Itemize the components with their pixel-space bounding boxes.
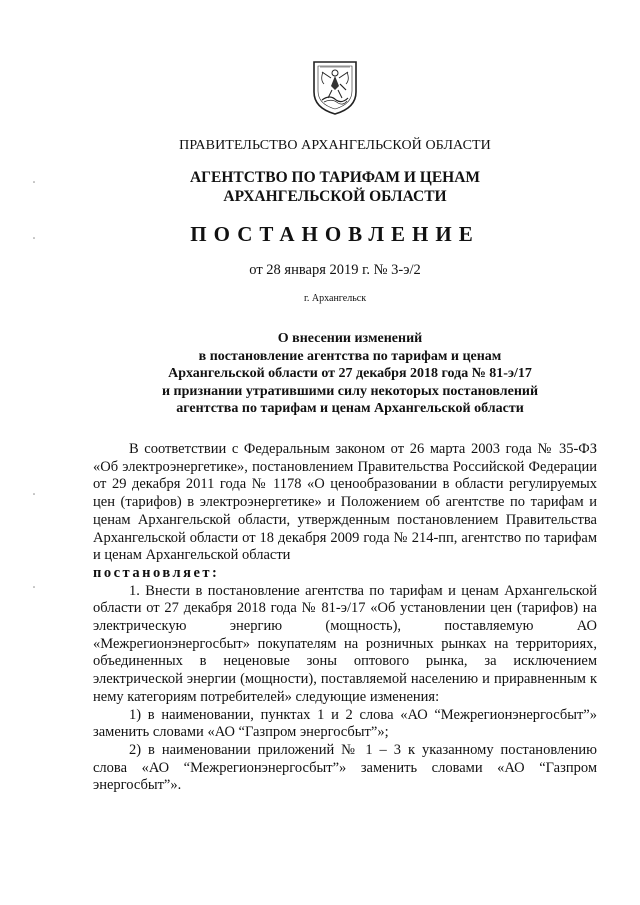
agency-name	[60, 168, 610, 206]
agency-name-line2: АРХАНГЕЛЬСКОЙ ОБЛАСТИ	[223, 188, 447, 205]
document-type: ПОСТАНОВЛЕНИЕ	[190, 222, 480, 246]
item-1-1-paragraph: 1) в наименовании, пунктах 1 и 2 слова «АО “Межрегионэнергосбыт”» заменить словами «АО “Газпром энергосбыт”»;	[93, 706, 597, 741]
city: г. Архангельск	[303, 293, 367, 304]
item-1-2-paragraph: 2) в наименовании приложений № 1 – 3 к указанному постановлению слова «АО “Межрегионэнергосбыт”» заменить словами «АО “Газпром энергосбыт”».	[93, 741, 597, 794]
government-name: ПРАВИТЕЛЬСТВО АРХАНГЕЛЬСКОЙ ОБЛАСТИ	[179, 138, 491, 153]
subject-line: агентства по тарифам и ценам Архангельской области	[176, 401, 524, 416]
margin-dot	[32, 492, 36, 496]
date-and-number: от 28 января 2019 г. № 3-э/2	[249, 262, 421, 278]
subject-line: в постановление агентства по тарифам и ценам	[198, 348, 502, 364]
margin-dot	[32, 585, 36, 589]
subject-line: Архангельской области от 27 декабря 2018 года № 81-э/17	[168, 366, 532, 381]
subject-line: О внесении изменений	[277, 331, 423, 346]
document-body	[93, 441, 597, 795]
decrees-label: постановляет:	[93, 564, 220, 581]
coat-of-arms-icon	[310, 58, 360, 116]
preamble-paragraph: В соответствии с Федеральным законом от 26 марта 2003 года № 35-ФЗ «Об электроэнергетике», постановлением Правительства Российской Федерации от 29 декабря 2011 года № 1178 «О ценообразовании в области регулируемых цен (тарифов) в электроэнергетике» и Положением об агентстве по тарифам и ценам Архангельской области, утвержденным постановлением Правительства Архангельской области от 18 декабря 2009 года № 214-пп, агентство по тарифам и ценам Архангельской области	[93, 441, 597, 564]
item-1-paragraph: 1. Внести в постановление агентства по тарифам и ценам Архангельской области от 27 декабря 2018 года № 81-э/17 «Об установлении цен (тарифов) на электрическую энергию (мощность), поставляемую АО «Межрегионэнергосбыт» покупателям на розничных рынках на территориях, объединенных в неценовые зоны оптового рынка, за исключением электрической энергии (мощности), поставляемой населению и приравненным к нему категориям потребителей» следующие изменения:	[93, 582, 597, 705]
margin-dot	[32, 236, 36, 240]
subject-line: и признании утратившими силу некоторых постановлений	[161, 383, 539, 399]
document-subject	[90, 330, 610, 418]
agency-name-line1: АГЕНТСТВО ПО ТАРИФАМ И ЦЕНАМ	[189, 169, 481, 186]
decrees-word	[93, 565, 597, 583]
margin-dot	[32, 180, 36, 184]
